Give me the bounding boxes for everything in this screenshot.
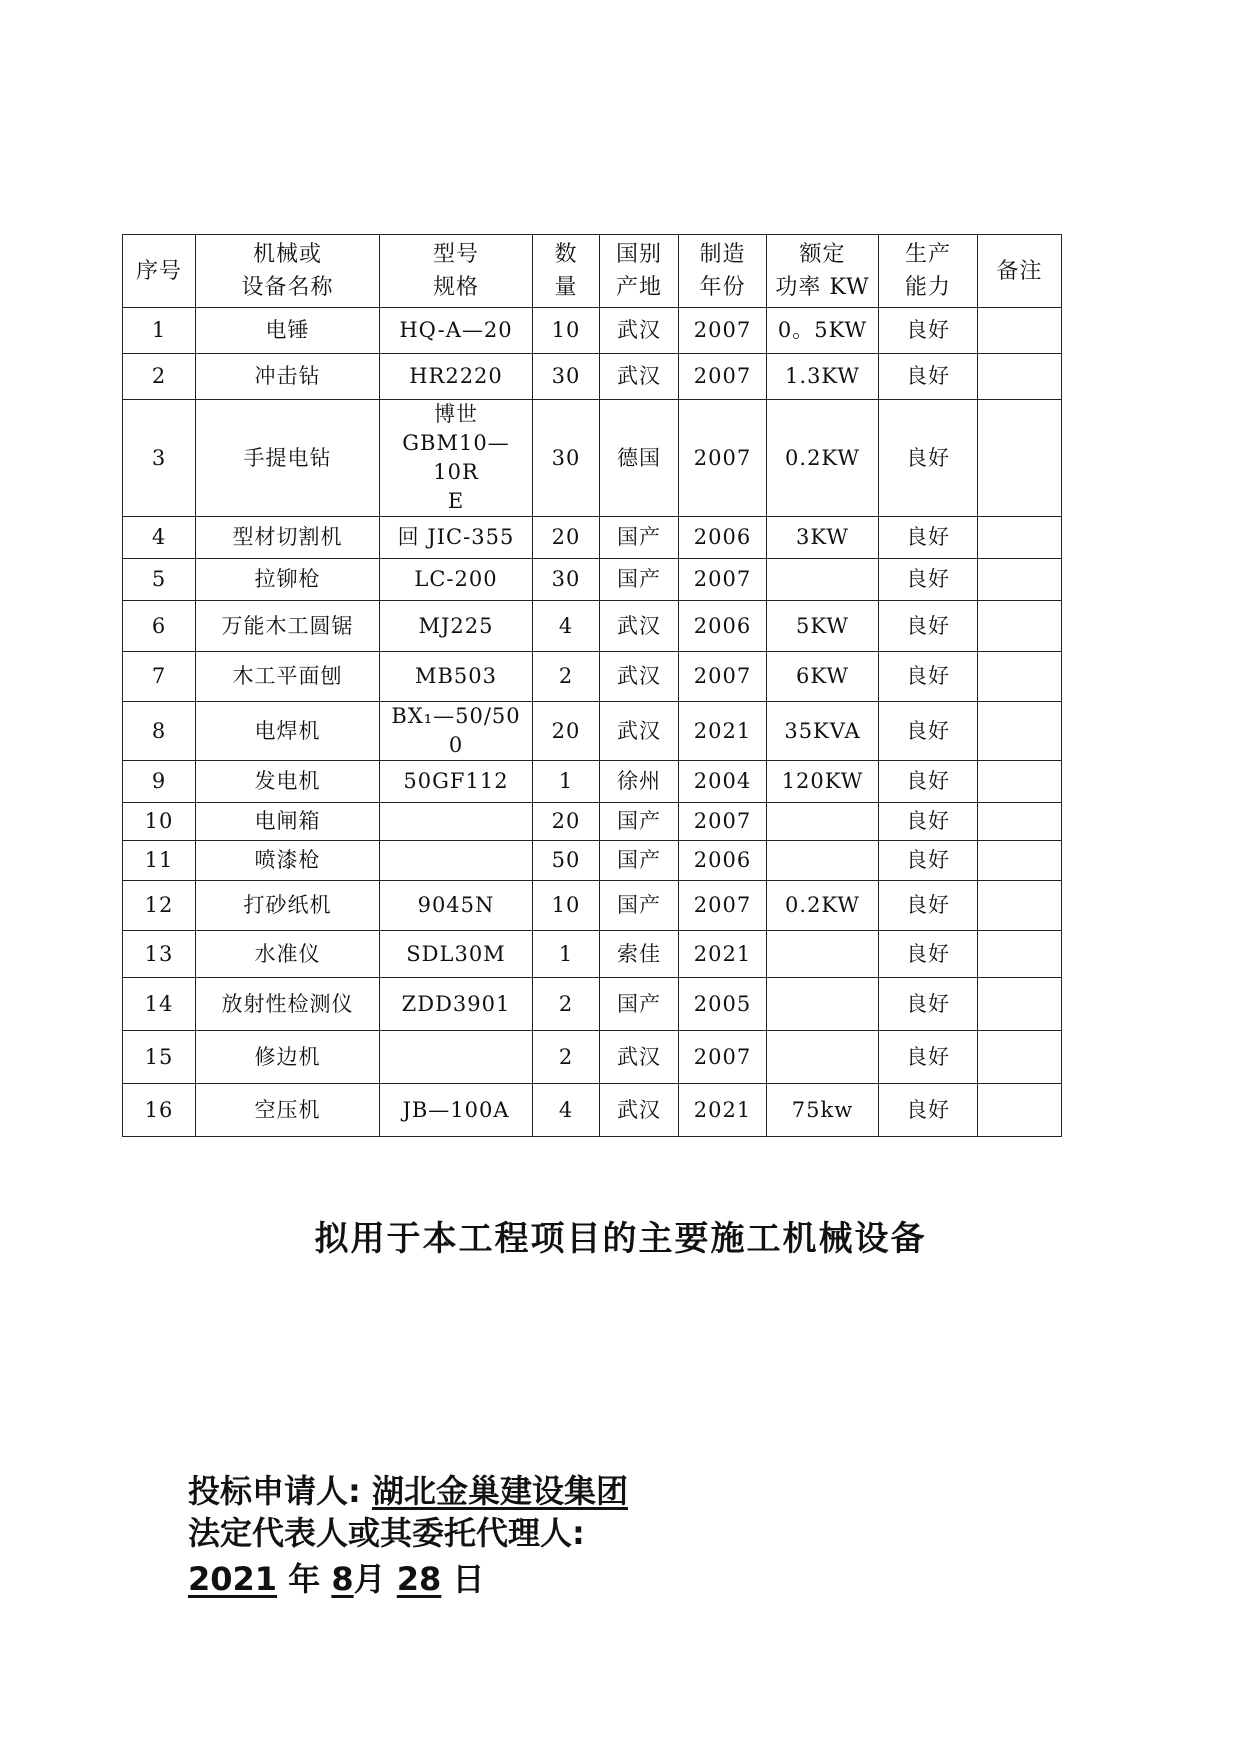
cell-name: 放射性检测仪 <box>196 978 380 1031</box>
representative-label: 法定代表人或其委托代理人: <box>188 1514 585 1552</box>
header-line: 能力 <box>904 275 951 300</box>
model-line: HR2220 <box>409 364 503 388</box>
model-line: ZDD3901 <box>401 991 511 1016</box>
cell-power <box>767 1031 879 1084</box>
table-row <box>123 308 1062 354</box>
cell-model <box>380 400 533 517</box>
date-month-unit: 月 <box>353 1560 386 1598</box>
date-day-unit: 日 <box>452 1560 485 1598</box>
table-row <box>123 1084 1062 1137</box>
applicant-value: 湖北金巢建设集团 <box>371 1472 628 1510</box>
header-line: 生产 <box>904 242 951 267</box>
cell-model <box>380 841 533 881</box>
cell-origin: 索佳 <box>600 931 679 978</box>
cell-remark <box>978 702 1062 761</box>
cell-origin: 武汉 <box>600 308 679 354</box>
cell-qty: 1 <box>533 761 600 803</box>
cell-power: 5KW <box>767 601 879 652</box>
table-row <box>123 559 1062 601</box>
date-year: 2021 <box>188 1560 278 1598</box>
cell-capacity: 良好 <box>879 400 978 517</box>
cell-no: 14 <box>123 978 196 1031</box>
model-line: GBM10—10R <box>402 431 510 484</box>
cell-remark <box>978 354 1062 400</box>
cell-no: 15 <box>123 1031 196 1084</box>
header-line: 功率 KW <box>775 275 870 300</box>
header-line: 机械或 <box>252 242 322 267</box>
equipment-table <box>122 234 1062 1137</box>
cell-origin: 国产 <box>600 881 679 931</box>
cell-name: 电焊机 <box>196 702 380 761</box>
cell-capacity: 良好 <box>879 978 978 1031</box>
header-power <box>767 235 879 308</box>
cell-qty: 10 <box>533 881 600 931</box>
cell-power: 1.3KW <box>767 354 879 400</box>
cell-capacity: 良好 <box>879 761 978 803</box>
header-line: 产地 <box>615 275 662 300</box>
cell-qty: 20 <box>533 517 600 559</box>
cell-no: 13 <box>123 931 196 978</box>
cell-capacity: 良好 <box>879 308 978 354</box>
cell-name: 万能木工圆锯 <box>196 601 380 652</box>
cell-remark <box>978 881 1062 931</box>
table-row <box>123 354 1062 400</box>
cell-power <box>767 841 879 881</box>
cell-power <box>767 931 879 978</box>
cell-no: 7 <box>123 652 196 702</box>
cell-year: 2021 <box>679 702 767 761</box>
cell-year: 2007 <box>679 652 767 702</box>
model-line: 0 <box>448 733 464 757</box>
table-body <box>123 308 1062 1137</box>
date-day: 28 <box>396 1560 442 1598</box>
cell-no: 4 <box>123 517 196 559</box>
cell-name: 喷漆枪 <box>196 841 380 881</box>
cell-capacity: 良好 <box>879 354 978 400</box>
cell-power: 120KW <box>767 761 879 803</box>
header-origin <box>600 235 679 308</box>
table-row <box>123 761 1062 803</box>
cell-remark <box>978 841 1062 881</box>
header-line: 量 <box>554 275 578 300</box>
cell-no: 16 <box>123 1084 196 1137</box>
header-capacity <box>879 235 978 308</box>
cell-qty: 4 <box>533 601 600 652</box>
cell-origin: 国产 <box>600 841 679 881</box>
cell-year: 2006 <box>679 517 767 559</box>
cell-model <box>380 761 533 803</box>
cell-origin: 国产 <box>600 559 679 601</box>
cell-capacity: 良好 <box>879 601 978 652</box>
cell-power: 35KVA <box>767 702 879 761</box>
date-line <box>188 1554 484 1600</box>
cell-no: 11 <box>123 841 196 881</box>
cell-qty: 2 <box>533 978 600 1031</box>
cell-no: 10 <box>123 803 196 841</box>
cell-qty: 4 <box>533 1084 600 1137</box>
cell-model <box>380 308 533 354</box>
cell-name: 修边机 <box>196 1031 380 1084</box>
cell-capacity: 良好 <box>879 517 978 559</box>
cell-qty: 20 <box>533 702 600 761</box>
cell-year: 2006 <box>679 841 767 881</box>
cell-year: 2021 <box>679 1084 767 1137</box>
cell-capacity: 良好 <box>879 881 978 931</box>
header-line: 序号 <box>135 258 182 284</box>
cell-model <box>380 803 533 841</box>
cell-name: 水准仪 <box>196 931 380 978</box>
header-line: 备注 <box>996 258 1043 284</box>
cell-name: 冲击钻 <box>196 354 380 400</box>
table-row <box>123 978 1062 1031</box>
cell-capacity: 良好 <box>879 702 978 761</box>
cell-origin: 徐州 <box>600 761 679 803</box>
cell-origin: 武汉 <box>600 1084 679 1137</box>
table-header-row <box>123 235 1062 308</box>
cell-remark <box>978 1031 1062 1084</box>
cell-no: 2 <box>123 354 196 400</box>
cell-capacity: 良好 <box>879 1031 978 1084</box>
model-line: E <box>447 489 465 513</box>
cell-model <box>380 517 533 559</box>
cell-remark <box>978 559 1062 601</box>
cell-qty: 10 <box>533 308 600 354</box>
cell-year: 2005 <box>679 978 767 1031</box>
cell-capacity: 良好 <box>879 841 978 881</box>
cell-power: 0。5KW <box>767 308 879 354</box>
header-line: 制造 <box>699 242 746 267</box>
header-no <box>123 235 196 308</box>
model-line: SDL30M <box>406 941 506 966</box>
date-month: 8 <box>331 1560 354 1598</box>
model-line: 50GF112 <box>403 769 509 793</box>
header-line: 国别 <box>615 242 662 267</box>
cell-model <box>380 931 533 978</box>
cell-power <box>767 559 879 601</box>
cell-origin: 武汉 <box>600 1031 679 1084</box>
cell-name: 电闸箱 <box>196 803 380 841</box>
cell-qty: 30 <box>533 400 600 517</box>
cell-model <box>380 1084 533 1137</box>
cell-model <box>380 1031 533 1084</box>
cell-origin: 武汉 <box>600 601 679 652</box>
cell-qty: 20 <box>533 803 600 841</box>
cell-name: 木工平面刨 <box>196 652 380 702</box>
cell-name: 打砂纸机 <box>196 881 380 931</box>
cell-power: 0.2KW <box>767 400 879 517</box>
representative-line <box>188 1508 585 1554</box>
cell-name: 发电机 <box>196 761 380 803</box>
cell-model <box>380 354 533 400</box>
cell-power: 3KW <box>767 517 879 559</box>
table-row <box>123 1031 1062 1084</box>
cell-remark <box>978 1084 1062 1137</box>
cell-capacity: 良好 <box>879 931 978 978</box>
cell-power: 75kw <box>767 1084 879 1137</box>
cell-capacity: 良好 <box>879 652 978 702</box>
header-line: 年份 <box>699 275 746 300</box>
cell-year: 2004 <box>679 761 767 803</box>
date-year-unit: 年 <box>288 1560 321 1598</box>
header-line: 额定 <box>799 242 846 267</box>
cell-origin: 武汉 <box>600 702 679 761</box>
cell-remark <box>978 517 1062 559</box>
table-row <box>123 702 1062 761</box>
cell-year: 2007 <box>679 1031 767 1084</box>
cell-power: 0.2KW <box>767 881 879 931</box>
cell-model <box>380 881 533 931</box>
cell-year: 2007 <box>679 354 767 400</box>
cell-remark <box>978 978 1062 1031</box>
cell-no: 9 <box>123 761 196 803</box>
header-remark <box>978 235 1062 308</box>
table-row <box>123 881 1062 931</box>
cell-capacity: 良好 <box>879 803 978 841</box>
cell-year: 2007 <box>679 400 767 517</box>
cell-remark <box>978 803 1062 841</box>
cell-capacity: 良好 <box>879 559 978 601</box>
cell-remark <box>978 601 1062 652</box>
cell-name: 手提电钻 <box>196 400 380 517</box>
header-line: 规格 <box>432 275 479 300</box>
model-line: MJ225 <box>418 613 494 638</box>
cell-qty: 30 <box>533 559 600 601</box>
cell-name: 空压机 <box>196 1084 380 1137</box>
cell-qty: 50 <box>533 841 600 881</box>
cell-origin: 国产 <box>600 978 679 1031</box>
cell-origin: 国产 <box>600 803 679 841</box>
table-row <box>123 803 1062 841</box>
model-line: MB503 <box>414 664 498 688</box>
cell-year: 2007 <box>679 559 767 601</box>
cell-no: 12 <box>123 881 196 931</box>
table-row <box>123 841 1062 881</box>
model-line: 博世 <box>434 402 478 426</box>
cell-power <box>767 978 879 1031</box>
cell-qty: 1 <box>533 931 600 978</box>
cell-power <box>767 803 879 841</box>
cell-qty: 30 <box>533 354 600 400</box>
table-row <box>123 517 1062 559</box>
table-row <box>123 652 1062 702</box>
header-model <box>380 235 533 308</box>
cell-capacity: 良好 <box>879 1084 978 1137</box>
cell-model <box>380 978 533 1031</box>
cell-year: 2007 <box>679 308 767 354</box>
model-line: JB—100A <box>402 1097 510 1122</box>
applicant-label: 投标申请人: <box>188 1472 361 1510</box>
model-line: 回 JIC-355 <box>397 525 515 549</box>
cell-no: 1 <box>123 308 196 354</box>
table-row <box>123 601 1062 652</box>
cell-origin: 国产 <box>600 517 679 559</box>
model-line: BX₁—50/50 <box>391 704 521 728</box>
header-line: 型号 <box>432 242 479 267</box>
cell-year: 2021 <box>679 931 767 978</box>
cell-model <box>380 559 533 601</box>
cell-name: 型材切割机 <box>196 517 380 559</box>
cell-name: 拉铆枪 <box>196 559 380 601</box>
cell-no: 6 <box>123 601 196 652</box>
cell-year: 2007 <box>679 881 767 931</box>
cell-origin: 德国 <box>600 400 679 517</box>
model-line: 9045N <box>417 893 495 917</box>
cell-remark <box>978 761 1062 803</box>
cell-no: 3 <box>123 400 196 517</box>
cell-model <box>380 652 533 702</box>
cell-no: 8 <box>123 702 196 761</box>
cell-remark <box>978 652 1062 702</box>
cell-origin: 武汉 <box>600 652 679 702</box>
table-caption: 拟用于本工程项目的主要施工机械设备 <box>314 1219 927 1259</box>
table-row <box>123 931 1062 978</box>
header-year <box>679 235 767 308</box>
cell-origin: 武汉 <box>600 354 679 400</box>
header-line: 数 <box>554 242 578 267</box>
cell-model <box>380 601 533 652</box>
applicant-line <box>188 1466 628 1512</box>
cell-model <box>380 702 533 761</box>
header-qty <box>533 235 600 308</box>
cell-no: 5 <box>123 559 196 601</box>
cell-remark <box>978 400 1062 517</box>
cell-year: 2006 <box>679 601 767 652</box>
header-line: 设备名称 <box>241 275 334 300</box>
cell-year: 2007 <box>679 803 767 841</box>
cell-power: 6KW <box>767 652 879 702</box>
cell-qty: 2 <box>533 1031 600 1084</box>
header-name <box>196 235 380 308</box>
model-line: LC-200 <box>414 567 498 591</box>
cell-qty: 2 <box>533 652 600 702</box>
cell-remark <box>978 308 1062 354</box>
table-row <box>123 400 1062 517</box>
cell-name: 电锤 <box>196 308 380 354</box>
cell-remark <box>978 931 1062 978</box>
model-line: HQ-A—20 <box>399 318 513 342</box>
